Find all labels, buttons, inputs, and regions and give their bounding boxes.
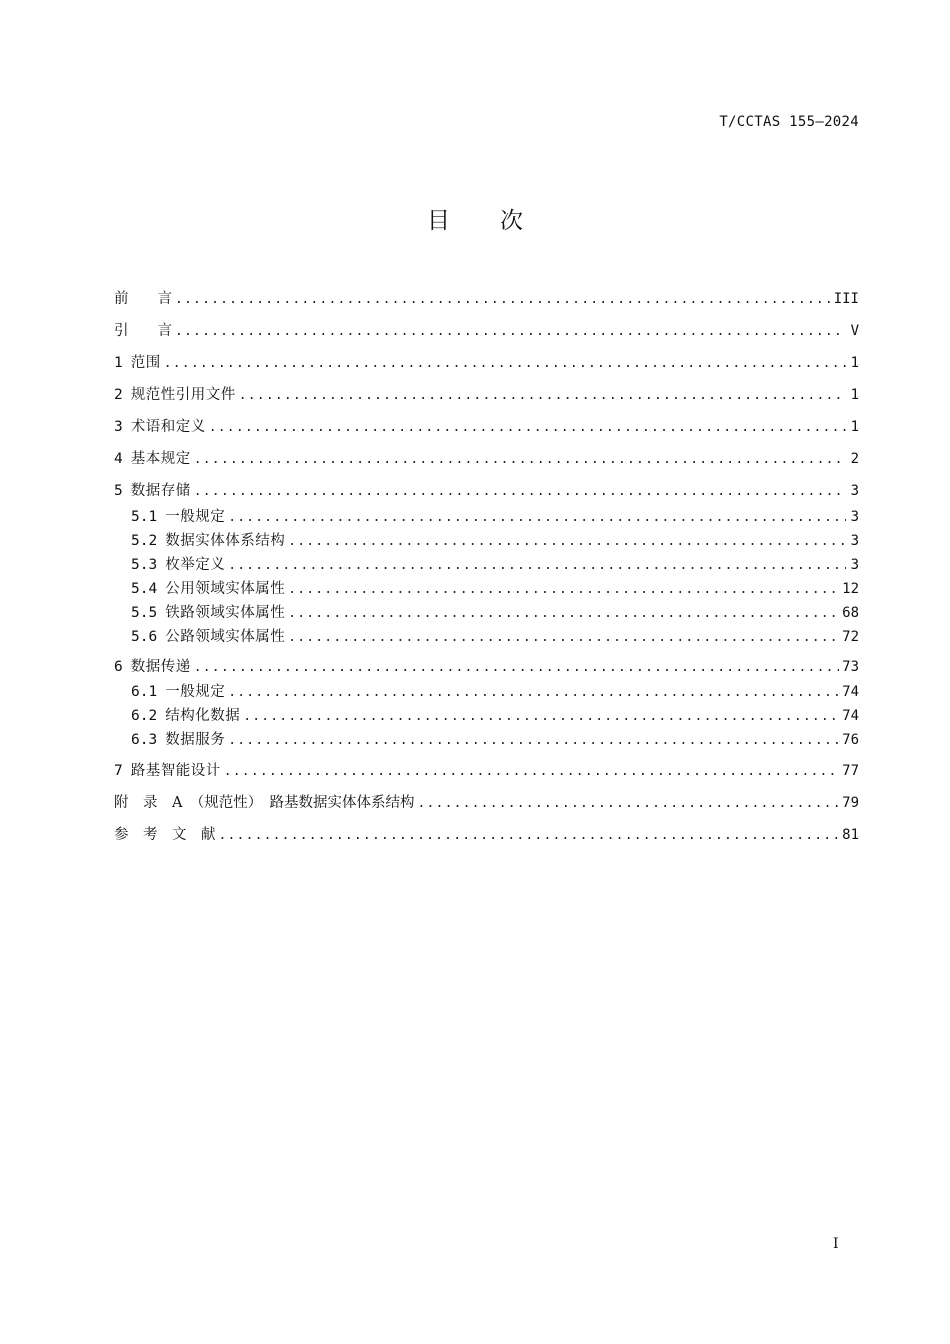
toc-entry-6-1[interactable] [131,682,859,702]
toc-leader-dots [288,532,846,552]
toc-entry-5-6[interactable] [131,627,859,647]
toc-leader-dots [228,556,846,576]
toc-title [0,202,950,235]
toc-entry-page: 3 [850,509,859,525]
toc-leader-dots [194,658,839,678]
toc-entry-label: 参 考 文 献 [114,827,216,843]
toc-leader-dots [209,418,846,438]
toc-entry-page: III [833,291,859,307]
toc-leader-dots [164,354,846,374]
toc-entry-number: 3 [114,419,123,435]
toc-entry-5-4[interactable] [131,579,859,599]
toc-entry-page: 1 [850,419,859,435]
toc-leader-dots [417,794,839,814]
toc-entry-label: 公路领域实体属性 [165,629,286,645]
toc-entry-page: 79 [842,795,859,811]
toc-entry-page: 1 [850,387,859,403]
toc-entry-5-3[interactable] [131,555,859,575]
toc-entry-number: 5.6 [131,629,158,645]
toc-entry-label: 铁路领域实体属性 [165,605,286,621]
toc-leader-dots [288,628,839,648]
toc-entry-number: 5.5 [131,605,158,621]
toc-entry-bibliography[interactable] [114,825,859,845]
toc-leader-dots [228,683,839,703]
toc-entry-2[interactable] [114,385,859,405]
toc-entry-number: 5.3 [131,557,158,573]
toc-entry-3[interactable] [114,417,859,437]
toc-entry-number: 5.4 [131,581,158,597]
toc-leader-dots [243,707,839,727]
toc-title-char-1: 目 [427,208,450,234]
toc-leader-dots [239,386,846,406]
toc-leader-dots [224,762,839,782]
toc-entry-page: 3 [850,533,859,549]
toc-entry-label: 数据存储 [130,483,191,499]
toc-entry-label: 规范性引用文件 [130,387,236,403]
toc-entry-number: 5.2 [131,533,158,549]
toc-entry-label: 范围 [130,355,161,371]
toc-title-char-2: 次 [500,208,523,234]
toc-leader-dots [194,482,846,502]
toc-entry-number: 5 [114,483,123,499]
toc-leader-dots [228,508,846,528]
toc-entry-page: 81 [842,827,859,843]
toc-entry-label: 公用领域实体属性 [165,581,286,597]
toc-entry-5[interactable] [114,481,859,501]
toc-entry-page: 74 [842,684,859,700]
toc-entry-number: 1 [114,355,123,371]
toc-entry-label: 术语和定义 [130,419,206,435]
toc-entry-label: 结构化数据 [165,708,241,724]
toc-entry-number: 6 [114,659,123,675]
toc-entry-label: 一般规定 [165,684,226,700]
toc-entry-label: 路基智能设计 [130,763,221,779]
toc-entry-7[interactable] [114,761,859,781]
toc-entry-page: 72 [842,629,859,645]
toc-entry-number: 4 [114,451,123,467]
toc-entry-appendix-a[interactable] [114,793,859,813]
toc-entry-introduction[interactable] [114,321,859,341]
toc-entry-number: 6.3 [131,732,158,748]
toc-entry-number: 7 [114,763,123,779]
toc-entry-5-5[interactable] [131,603,859,623]
toc-leader-dots [175,322,846,342]
toc-entry-6-2[interactable] [131,706,859,726]
toc-leader-dots [288,580,839,600]
toc-entry-label: 附 录 A （规范性） 路基数据实体体系结构 [114,795,415,811]
toc-entry-page: 1 [850,355,859,371]
page-number: I [833,1236,839,1252]
toc-entry-5-2[interactable] [131,531,859,551]
toc-entry-page: 2 [850,451,859,467]
toc-leader-dots [219,826,840,846]
toc-entry-label: 引 言 [114,323,172,339]
toc-entry-page: 76 [842,732,859,748]
toc-entry-number: 6.1 [131,684,158,700]
toc-entry-page: 3 [850,483,859,499]
toc-entry-label: 数据服务 [165,732,226,748]
toc-leader-dots [288,604,839,624]
toc-entry-page: 12 [842,581,859,597]
toc-entry-label: 前 言 [114,291,172,307]
toc-entry-label: 数据传递 [130,659,191,675]
toc-entry-5-1[interactable] [131,507,859,527]
toc-entry-6[interactable] [114,657,859,677]
toc-leader-dots [228,731,839,751]
document-code: T/CCTAS 155—2024 [719,114,859,130]
toc-entry-4[interactable] [114,449,859,469]
toc-entry-number: 2 [114,387,123,403]
toc-entry-page: 3 [850,557,859,573]
toc-entry-label: 数据实体体系结构 [165,533,286,549]
toc-entry-number: 5.1 [131,509,158,525]
toc-entry-1[interactable] [114,353,859,373]
toc-entry-label: 一般规定 [165,509,226,525]
toc-entry-page: 73 [842,659,859,675]
toc-entry-page: 74 [842,708,859,724]
toc-entry-page: 68 [842,605,859,621]
toc-entry-page: 77 [842,763,859,779]
toc-entry-label: 枚举定义 [165,557,226,573]
toc-entry-label: 基本规定 [130,451,191,467]
toc-entry-6-3[interactable] [131,730,859,750]
toc-entry-number: 6.2 [131,708,158,724]
toc-entry-foreword[interactable] [114,289,859,309]
toc-leader-dots [175,290,831,310]
toc-leader-dots [194,450,846,470]
toc-entry-page: V [850,323,859,339]
